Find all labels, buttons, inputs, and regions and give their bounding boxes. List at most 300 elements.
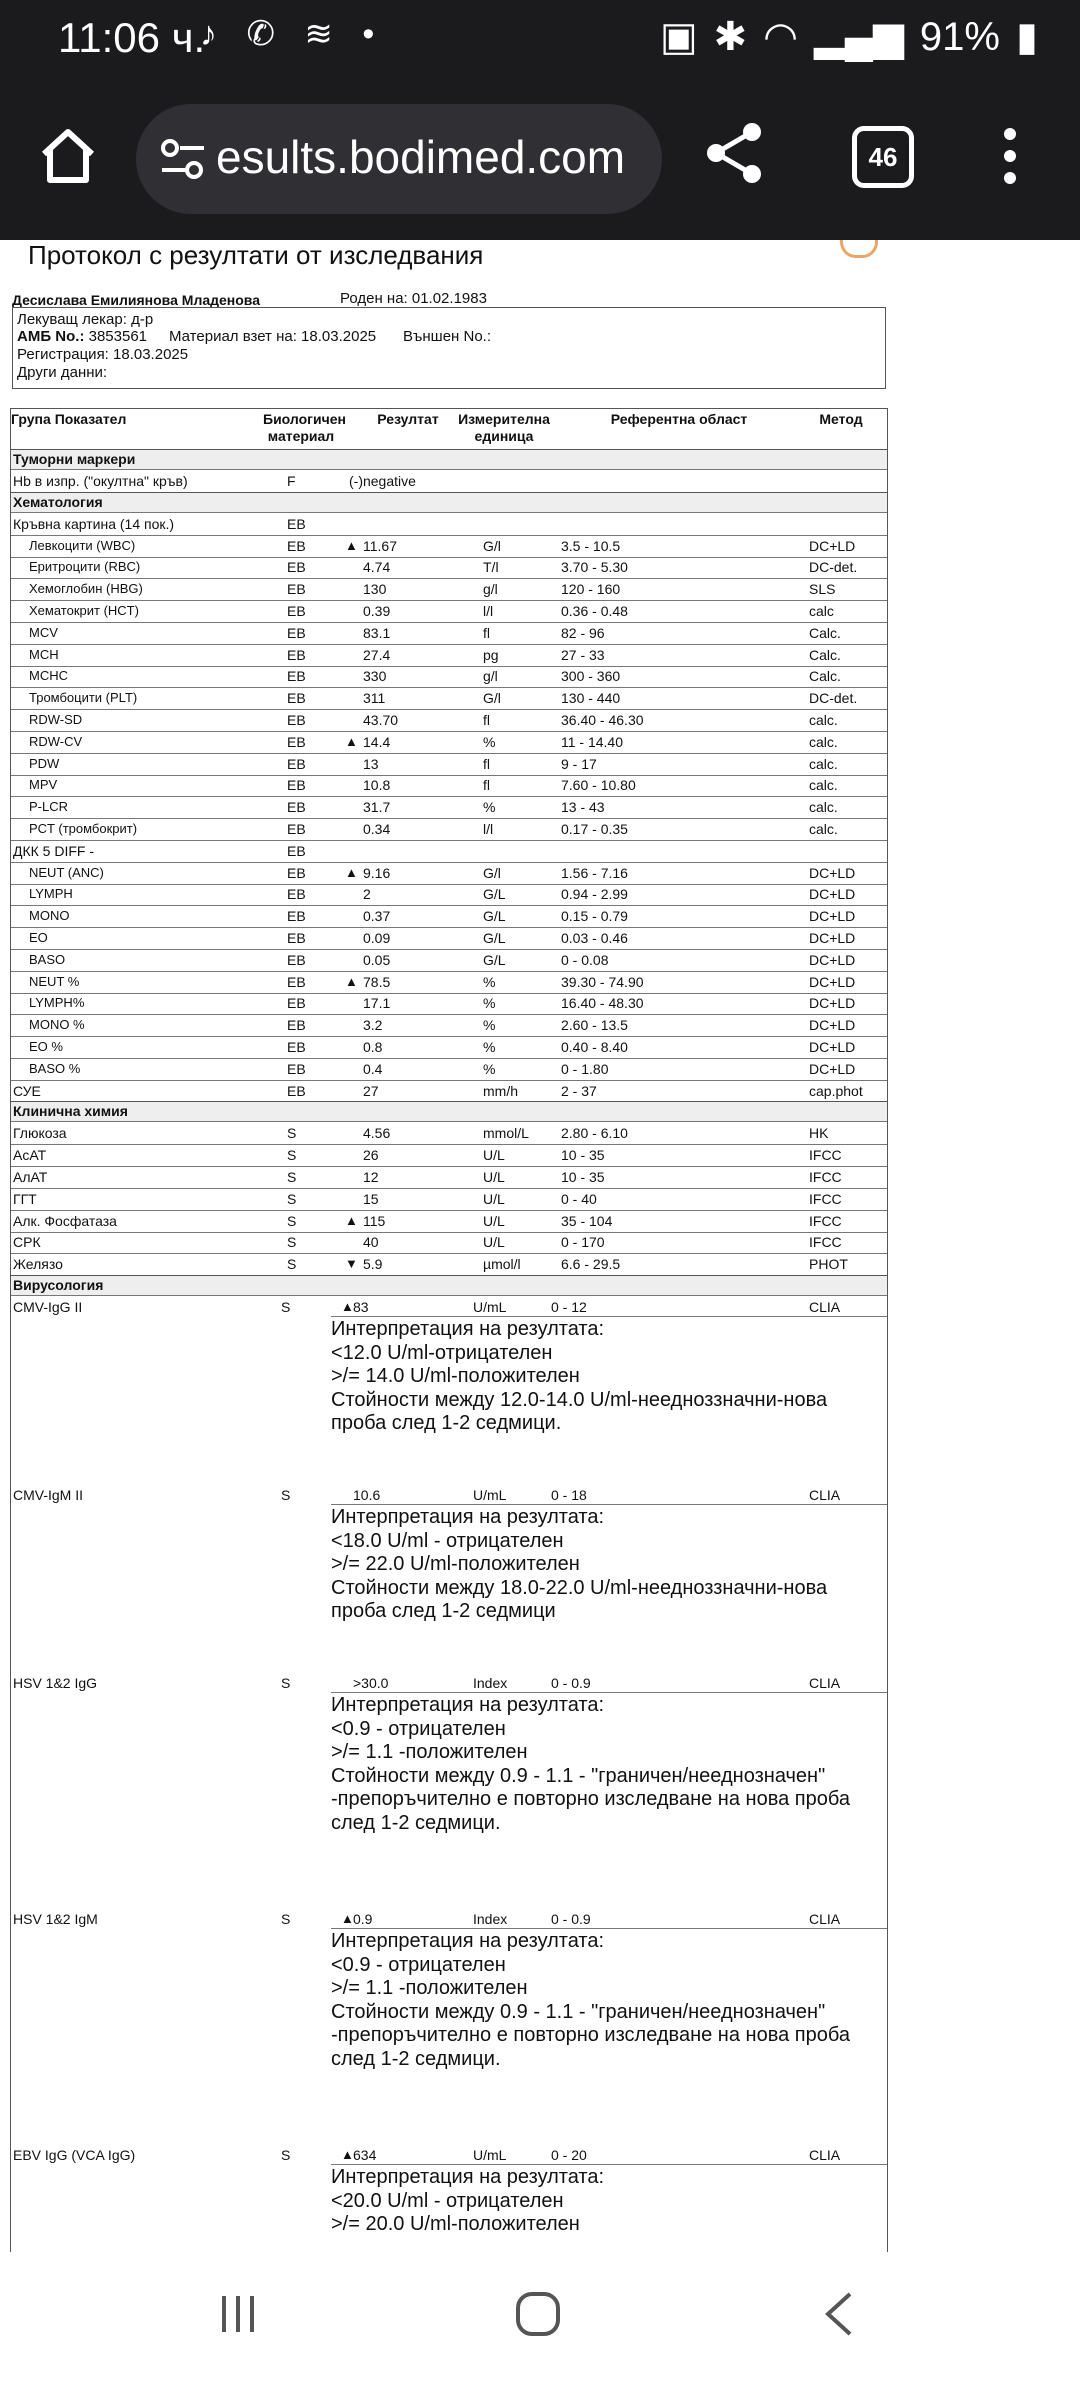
row-material: ЕВ (287, 668, 306, 685)
row-unit: T/l (483, 559, 499, 576)
row-name: LYMPH% (29, 995, 85, 1011)
row-name: RDW-SD (29, 712, 83, 727)
table-row (11, 992, 887, 1015)
row-result: 43.70 (363, 712, 399, 728)
row-result: 0.09 (363, 930, 391, 946)
row-material: ЕВ (287, 886, 306, 903)
row-reference: 2.60 - 13.5 (561, 1017, 628, 1034)
row-unit: U/L (483, 1190, 505, 1207)
row-method: DC+LD (809, 930, 856, 946)
birth-date: Роден на: 01.02.1983 (340, 290, 487, 307)
row-reference: 6.6 - 29.5 (561, 1256, 621, 1273)
interpretation-line: Стойности между 18.0-22.0 U/ml-неедноззначни-нова (331, 1576, 828, 1599)
row-name: СРК (13, 1234, 41, 1251)
row-material: ЕВ (287, 1082, 306, 1099)
row-name: NEUT (ANC) (29, 864, 104, 880)
row-method: DC+LD (809, 886, 856, 903)
row-reference: 7.60 - 10.80 (561, 777, 636, 794)
row-method: DC-det. (809, 690, 858, 707)
interpretation-line: <0.9 - отрицателен (331, 1717, 506, 1740)
row-reference: 120 - 160 (561, 581, 621, 598)
row-method: DC+LD (809, 951, 856, 968)
row-material: ЕВ (287, 973, 306, 990)
row-material: S (287, 1212, 297, 1229)
table-row (11, 556, 887, 579)
table-row (11, 796, 887, 819)
table-row (11, 927, 887, 950)
row-result: 78.5 (363, 973, 391, 990)
row-result: 13 (363, 755, 379, 772)
table-row (11, 883, 887, 906)
row-unit: fl (483, 624, 490, 641)
row-material: ЕВ (287, 515, 306, 532)
row-unit: G/l (483, 690, 501, 707)
row-unit: % (483, 995, 496, 1012)
table-row (11, 1122, 887, 1145)
row-unit: % (483, 1017, 496, 1034)
header-reference: Референтна област (610, 411, 748, 427)
row-method: DC+LD (809, 864, 856, 881)
row-result: 0.39 (363, 603, 391, 619)
row-unit: G/L (483, 930, 506, 946)
row-material: S (281, 1487, 291, 1503)
row-reference: 3.5 - 10.5 (561, 537, 621, 554)
row-name: NEUT % (29, 973, 80, 989)
interpretation-line: Интерпретация на резултата: (331, 1318, 605, 1340)
address-bar[interactable] (136, 104, 662, 214)
table-row (11, 818, 887, 841)
row-method: IFCC (809, 1190, 842, 1207)
row-method: SLS (809, 581, 836, 598)
row-name: MPV (29, 777, 58, 793)
battery-percent: 91% (919, 14, 1000, 59)
row-unit: U/L (483, 1212, 505, 1229)
back-icon[interactable] (820, 2290, 860, 2338)
row-method: CLIA (809, 1911, 841, 1927)
interpretation-line: след 1-2 седмици. (331, 2047, 501, 2070)
row-method: Calc. (809, 646, 841, 663)
table-row (11, 1080, 887, 1103)
divider (331, 1504, 887, 1505)
row-reference: 0 - 18 (551, 1487, 587, 1503)
table-row (11, 644, 887, 667)
interpretation-text (331, 1506, 887, 1624)
table-row (11, 1210, 887, 1233)
table-row (11, 535, 887, 558)
row-reference: 0 - 0.08 (561, 951, 609, 968)
row-material: S (287, 1234, 297, 1251)
row-name: CMV-IgG II (13, 1299, 83, 1315)
row-name: Глюкоза (13, 1125, 67, 1142)
row-method: calc. (809, 755, 838, 772)
row-result: 0.9 (353, 1911, 373, 1927)
decorative-circle (840, 240, 878, 258)
flag-up-icon: ▲ (341, 2147, 354, 2162)
table-row (11, 1166, 887, 1189)
row-result: 2 (363, 886, 371, 903)
group-header (11, 449, 887, 470)
flag-up-icon: ▲ (345, 973, 358, 989)
row-material: ЕВ (287, 646, 306, 663)
row-method: Calc. (809, 668, 841, 685)
row-reference: 0.15 - 0.79 (561, 908, 628, 925)
tab-count-button[interactable]: 46 (852, 126, 914, 188)
row-unit: µmol/l (483, 1256, 521, 1273)
interpretation-text (331, 1318, 887, 1436)
row-material: ЕВ (287, 799, 306, 816)
row-unit: fl (483, 755, 490, 772)
group-name: Вирусология (13, 1277, 104, 1293)
row-name: ДКК 5 DIFF - (13, 842, 95, 859)
interpretation-line: Стойности между 0.9 - 1.1 - "граничен/нееднозначен" (331, 2000, 826, 2023)
row-method: DC+LD (809, 1017, 856, 1034)
interpretation-line: <20.0 U/ml - отрицателен (331, 2189, 564, 2212)
table-row (11, 1253, 887, 1276)
header-material: Биологичен материал (263, 411, 346, 444)
material-taken: Материал взет на: 18.03.2025 (169, 328, 377, 345)
row-method: CLIA (809, 1675, 841, 1691)
notification-icons: ♪ ✆ ≋ • (200, 15, 385, 53)
interpretation-text (331, 2166, 887, 2237)
row-method: IFCC (809, 1147, 842, 1164)
doctor: Лекуващ лекар: д-р (17, 311, 154, 328)
patient-info-box (12, 307, 886, 389)
table-row (11, 753, 887, 776)
external-no: Външен No.: (403, 328, 492, 345)
table-row (11, 665, 887, 688)
interpretation-line: Стойности между 0.9 - 1.1 - "граничен/нееднозначен" (331, 1764, 826, 1787)
row-method: DC+LD (809, 973, 856, 990)
flag-down-icon: ▼ (345, 1256, 358, 1272)
table-row (11, 1058, 887, 1081)
row-unit: fl (483, 777, 490, 794)
row-name: Левкоцити (WBC) (29, 537, 136, 553)
row-method: calc. (809, 821, 838, 837)
more-options-icon[interactable] (990, 124, 1030, 188)
row-result: 15 (363, 1190, 379, 1207)
flag-up-icon: ▲ (341, 1299, 354, 1314)
home-icon[interactable] (36, 124, 100, 188)
row-method: DC+LD (809, 908, 856, 925)
interpretation-line: -препоръчително е повторно изследване на нова проба (331, 2024, 850, 2046)
row-name: CMV-IgM II (13, 1487, 84, 1503)
row-unit: l/l (483, 603, 494, 619)
interpretation-line: >/= 1.1 -положителен (331, 1977, 528, 1999)
row-reference: 1.56 - 7.16 (561, 864, 628, 881)
group-name: Клинична химия (13, 1103, 128, 1120)
table-row (11, 840, 887, 863)
row-result: 4.56 (363, 1125, 391, 1142)
row-name: Hb в изпр. ("окултна" кръв) (13, 473, 188, 489)
table-row (11, 862, 887, 885)
row-reference: 0.17 - 0.35 (561, 821, 628, 837)
row-unit: % (483, 1060, 496, 1077)
row-unit: l/l (483, 821, 494, 837)
row-result: 5.9 (363, 1256, 383, 1273)
interpretation-line: <0.9 - отрицателен (331, 1953, 506, 1976)
row-reference: 3.70 - 5.30 (561, 559, 628, 576)
row-material: ЕВ (287, 995, 306, 1012)
interpretation-line: >/= 22.0 U/ml-положителен (331, 1553, 580, 1575)
row-unit: G/L (483, 886, 506, 903)
row-reference: 0 - 0.9 (551, 1911, 591, 1927)
interpretation-line: <18.0 U/ml - отрицателен (331, 1529, 564, 1552)
row-name: PDW (29, 755, 60, 771)
amb-value: 3853561 (88, 328, 148, 345)
row-name: Еритроцити (RBC) (29, 559, 141, 575)
table-row (11, 731, 887, 754)
row-method: CLIA (809, 2147, 841, 2163)
row-reference: 9 - 17 (561, 755, 597, 772)
row-unit: % (483, 733, 496, 750)
row-name: MCH (29, 646, 59, 662)
virology-row (11, 2144, 887, 2166)
header-result: Резултат (377, 411, 439, 427)
row-material: ЕВ (287, 951, 306, 968)
row-method: IFCC (809, 1169, 842, 1185)
row-unit: G/l (483, 864, 501, 881)
row-unit: g/l (483, 581, 498, 598)
row-reference: 0.94 - 2.99 (561, 886, 628, 903)
interpretation-line: Интерпретация на резултата: (331, 1694, 605, 1716)
share-icon[interactable] (702, 120, 768, 186)
row-name: Алк. Фосфатаза (13, 1212, 117, 1229)
row-material: ЕВ (287, 1060, 306, 1077)
interpretation-line: Интерпретация на резултата: (331, 2166, 605, 2188)
row-result: 17.1 (363, 995, 391, 1012)
table-row (11, 971, 887, 994)
row-reference: 0 - 12 (551, 1299, 587, 1315)
row-name: АлАТ (13, 1169, 48, 1185)
row-unit: fl (483, 712, 490, 728)
row-result: 26 (363, 1147, 379, 1164)
row-unit: U/mL (473, 1299, 507, 1315)
row-name: Хемоглобин (HBG) (29, 581, 143, 597)
interpretation-text (331, 1694, 887, 1835)
row-method: calc. (809, 799, 838, 816)
row-material: ЕВ (287, 755, 306, 772)
row-material: S (287, 1190, 297, 1207)
divider (331, 2164, 887, 2165)
row-unit: G/l (483, 537, 501, 554)
row-result: 11.67 (363, 537, 397, 554)
row-reference: 16.40 - 48.30 (561, 995, 644, 1012)
row-unit: G/L (483, 908, 506, 925)
amb-label: АМБ No.: (17, 328, 85, 345)
row-unit: mmol/L (483, 1125, 529, 1142)
row-result: 10.8 (363, 777, 391, 794)
row-unit: U/mL (473, 1487, 507, 1503)
interpretation-line: <12.0 U/ml-отрицателен (331, 1341, 553, 1364)
system-icons (660, 14, 1038, 60)
row-material: ЕВ (287, 690, 306, 707)
table-row (11, 470, 887, 493)
virology-row (11, 1908, 887, 1930)
row-material: S (287, 1125, 297, 1142)
row-name: Желязо (13, 1256, 63, 1273)
row-name: MCHC (29, 668, 68, 684)
recent-apps-icon[interactable] (218, 2292, 258, 2336)
row-result: 27 (363, 1082, 379, 1099)
row-reference: 2.80 - 6.10 (561, 1125, 628, 1142)
row-result: 634 (353, 2147, 377, 2163)
row-result: 330 (363, 668, 387, 685)
site-settings-icon[interactable] (158, 134, 208, 184)
table-header (11, 409, 887, 450)
row-method: CLIA (809, 1487, 841, 1503)
row-material: ЕВ (287, 908, 306, 925)
row-unit: U/L (483, 1147, 505, 1164)
row-reference: 35 - 104 (561, 1212, 613, 1229)
row-method: DC+LD (809, 995, 856, 1012)
group-header (11, 1101, 887, 1122)
group-header (11, 1275, 887, 1296)
row-material: ЕВ (287, 930, 306, 946)
row-unit: mm/h (483, 1082, 518, 1099)
row-method: Calc. (809, 624, 841, 641)
row-material: ЕВ (287, 842, 306, 859)
row-result: 40 (363, 1234, 379, 1251)
row-reference: 36.40 - 46.30 (561, 712, 644, 728)
row-material: ЕВ (287, 864, 306, 881)
row-reference: 0 - 0.9 (551, 1675, 591, 1691)
row-unit: U/L (483, 1169, 505, 1185)
row-name: LYMPH (29, 886, 73, 902)
row-name: P-LCR (29, 799, 69, 815)
row-name: BASO (29, 951, 66, 967)
home-nav-icon[interactable] (514, 2290, 562, 2338)
row-unit: % (483, 973, 496, 990)
flag-up-icon: ▲ (345, 864, 358, 880)
table-row (11, 513, 887, 536)
amb-line (17, 328, 147, 345)
row-material: ЕВ (287, 624, 306, 641)
row-result: 27.4 (363, 646, 391, 663)
row-method: calc. (809, 733, 838, 750)
row-result: 0.37 (363, 908, 391, 925)
row-result: 10.6 (353, 1487, 381, 1503)
registration: Регистрация: 18.03.2025 (17, 346, 189, 363)
row-result: 83 (353, 1299, 369, 1315)
row-material: F (287, 473, 296, 489)
virology-row (11, 1484, 887, 1506)
row-material: ЕВ (287, 777, 306, 794)
interpretation-line: след 1-2 седмици. (331, 1811, 501, 1834)
row-name: MCV (29, 624, 58, 640)
virology-row (11, 1672, 887, 1694)
row-method: calc. (809, 712, 838, 728)
results-table (10, 408, 888, 2252)
table-row (11, 949, 887, 972)
row-name: EBV IgG (VCA IgG) (13, 2147, 136, 2163)
interpretation-line: >/= 20.0 U/ml-положителен (331, 2213, 580, 2235)
row-material: ЕВ (287, 1017, 306, 1034)
clock: 11:06 ч. (58, 14, 206, 61)
row-result: 31.7 (363, 799, 391, 816)
row-result: 115 (363, 1212, 386, 1229)
web-content (0, 240, 1080, 2252)
url-text: esults.bodimed.com (216, 131, 626, 183)
row-name: HSV 1&2 IgM (13, 1911, 98, 1927)
row-method: IFCC (809, 1212, 842, 1229)
row-reference: 0 - 1.80 (561, 1060, 609, 1077)
row-result: 0.8 (363, 1039, 383, 1055)
battery-icon: ▮ (1015, 15, 1038, 59)
row-name: Кръвна картина (14 пок.) (13, 515, 175, 532)
interpretation-line: >/= 1.1 -положителен (331, 1741, 528, 1763)
row-material: ЕВ (287, 559, 306, 576)
table-row (11, 774, 887, 797)
row-reference: 82 - 96 (561, 624, 605, 641)
divider (331, 1316, 887, 1317)
row-unit: % (483, 799, 496, 816)
row-material: ЕВ (287, 712, 306, 728)
interpretation-line: Стойности между 12.0-14.0 U/ml-неедноззначни-нова (331, 1388, 828, 1411)
row-name: MONO % (29, 1017, 85, 1033)
row-name: PCT (тромбокрит) (29, 821, 138, 836)
row-reference: 300 - 360 (561, 668, 621, 685)
table-row (11, 622, 887, 645)
row-reference: 0 - 170 (561, 1234, 605, 1251)
row-material: S (287, 1147, 297, 1164)
row-name: СУЕ (13, 1082, 41, 1099)
row-reference: 39.30 - 74.90 (561, 973, 644, 990)
row-material: ЕВ (287, 537, 306, 554)
row-name: HSV 1&2 IgG (13, 1675, 98, 1691)
row-method: HK (809, 1125, 829, 1142)
system-nav-bar (0, 2252, 1080, 2400)
patient-name: Десислава Емилиянова Младенова (12, 292, 261, 308)
table-row (11, 1036, 887, 1059)
divider (331, 1928, 887, 1929)
row-name: ГГТ (13, 1190, 37, 1207)
row-material: ЕВ (287, 581, 306, 598)
row-unit: pg (483, 646, 499, 663)
row-name: MONO (29, 908, 70, 924)
row-method: PHOT (809, 1256, 848, 1273)
row-name: АсАТ (13, 1147, 47, 1164)
row-unit: U/mL (473, 2147, 507, 2163)
row-reference: 2 - 37 (561, 1082, 597, 1099)
row-name: RDW-CV (29, 733, 83, 749)
row-result: 0.4 (363, 1060, 383, 1077)
table-row (11, 578, 887, 601)
table-row (11, 709, 887, 732)
row-method: DC-det. (809, 559, 858, 576)
row-reference: 10 - 35 (561, 1169, 605, 1185)
row-result: 130 (363, 581, 387, 598)
row-name: Хематокрит (HCT) (29, 603, 139, 618)
row-result: 9.16 (363, 864, 391, 881)
row-result: 3.2 (363, 1017, 383, 1034)
row-result: 14.4 (363, 733, 391, 750)
row-reference: 0.03 - 0.46 (561, 930, 628, 946)
status-bar (0, 0, 1080, 90)
row-unit: % (483, 1039, 496, 1055)
row-unit: Index (473, 1911, 508, 1927)
document-title: Протокол с резултати от изследвания (28, 240, 484, 270)
bluetooth-icon: ✱ (713, 15, 748, 59)
row-method: cap.phot (809, 1082, 863, 1099)
divider (331, 1692, 887, 1693)
table-row (11, 687, 887, 710)
row-material: S (281, 1911, 291, 1927)
interpretation-text (331, 1930, 887, 2071)
interpretation-line: Интерпретация на резултата: (331, 1506, 605, 1528)
table-row (11, 1231, 887, 1254)
browser-toolbar (0, 90, 1080, 240)
row-result: (-)negative (349, 473, 416, 489)
